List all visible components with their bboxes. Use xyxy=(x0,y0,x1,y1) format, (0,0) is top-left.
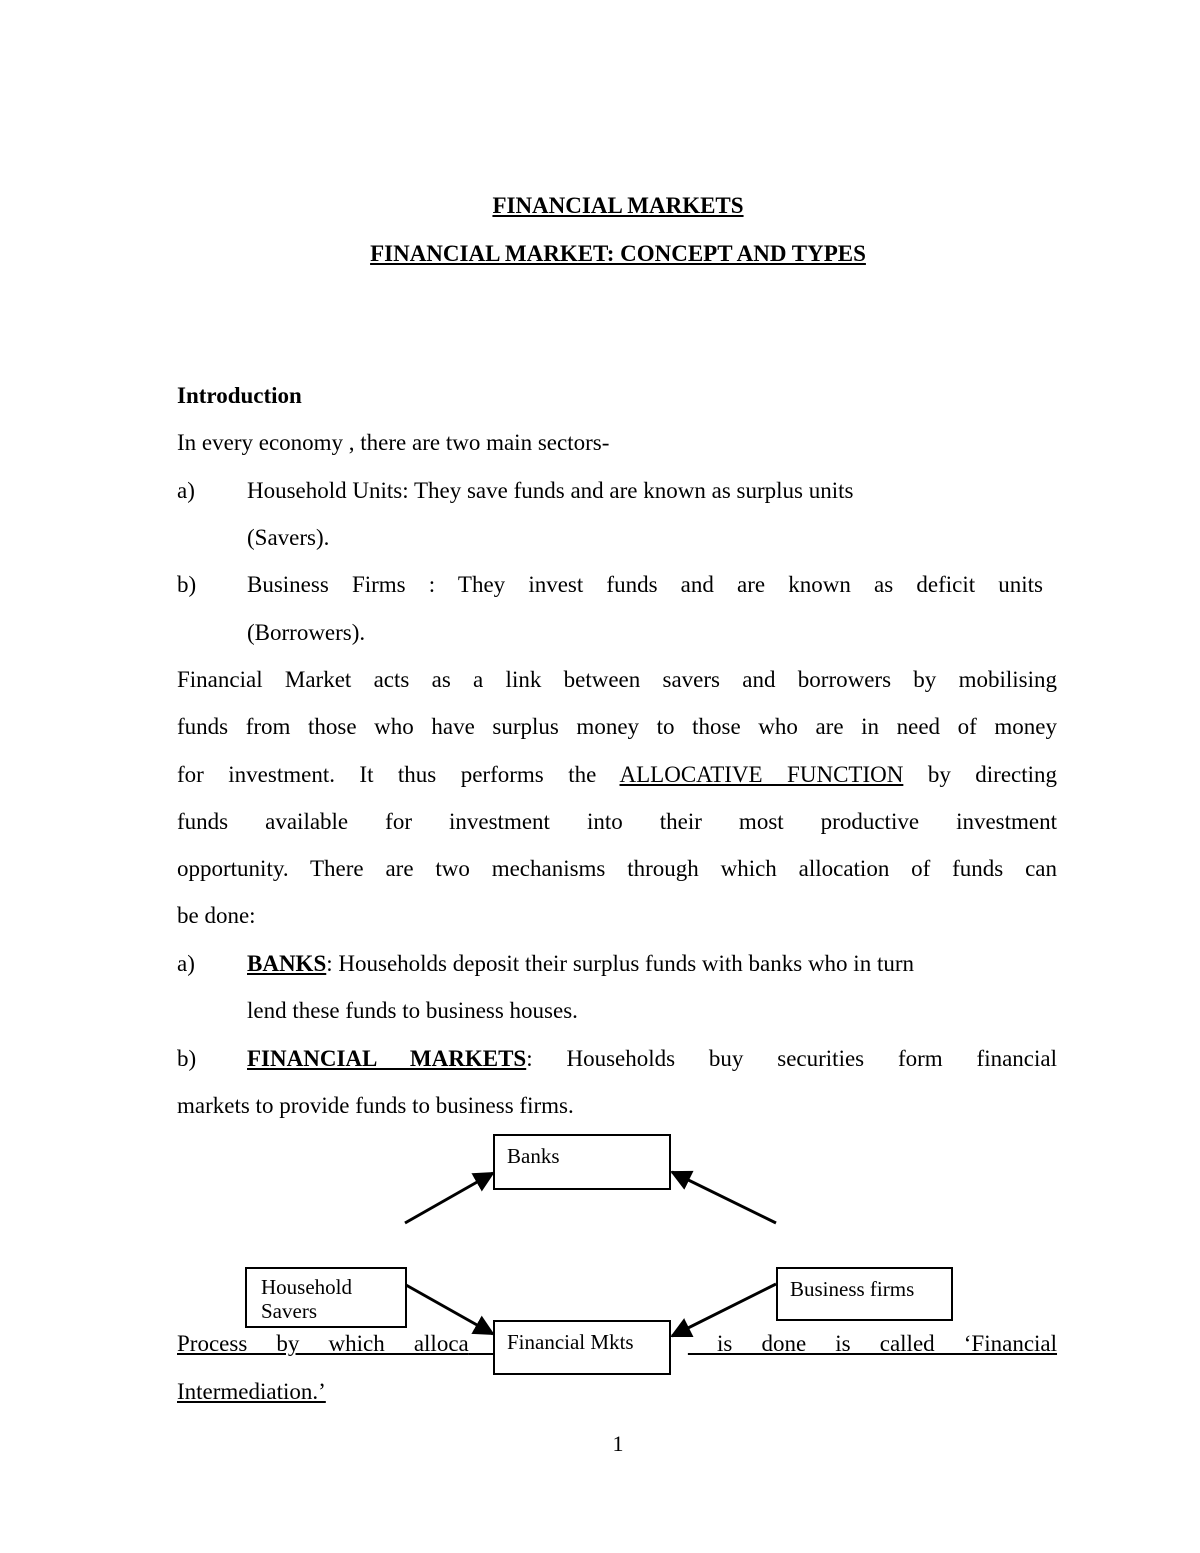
household-label: Household xyxy=(261,1275,352,1299)
paragraph-line-3-pre: for investment. It thus performs the xyxy=(177,762,597,787)
paragraph-line-1: Financial Market acts as a link between savers and borrowers by mobilising xyxy=(177,667,1057,692)
allocative-function-term: ALLOCATIVE FUNCTION xyxy=(619,762,904,787)
sector-b-marker: b) xyxy=(177,572,197,597)
mechanism-b-text: : Households buy securities form financial xyxy=(526,1046,1057,1071)
sector-b-line2: (Borrowers). xyxy=(247,620,366,645)
paragraph-line-4: funds available for investment into their most productive investment xyxy=(177,809,1057,834)
mechanism-b-marker: b) xyxy=(177,1046,197,1071)
business-firms-label: Business firms xyxy=(790,1277,915,1301)
document-subtitle: FINANCIAL MARKET: CONCEPT AND TYPES xyxy=(370,241,866,266)
arrow-business-to-fin-mkts xyxy=(672,1284,776,1336)
paragraph-line-2: funds from those who have surplus money to those who are in need of money xyxy=(177,714,1057,739)
conclusion-line-2: Intermediation.’ xyxy=(177,1379,326,1404)
page-number: 1 xyxy=(612,1431,624,1456)
mechanism-a-text: : Households deposit their surplus funds with banks who in turn xyxy=(326,951,914,976)
sector-a-line2: (Savers). xyxy=(247,525,330,550)
paragraph-line-3-post: by directing xyxy=(927,762,1058,787)
arrow-household-to-fin-mkts xyxy=(406,1285,493,1334)
paragraph-line-5: opportunity. There are two mechanisms through which allocation of funds can xyxy=(177,856,1057,881)
document-title: FINANCIAL MARKETS xyxy=(492,193,744,218)
section-heading-introduction: Introduction xyxy=(177,383,302,408)
arrow-household-to-banks xyxy=(405,1173,493,1223)
mechanism-a-line2: lend these funds to business houses. xyxy=(247,998,578,1023)
mechanism-b-line2: markets to provide funds to business firms. xyxy=(177,1093,574,1118)
sector-a-line1: Household Units: They save funds and are known as surplus units xyxy=(247,478,854,503)
arrow-business-to-banks xyxy=(672,1172,776,1223)
intro-lead: In every economy , there are two main sectors- xyxy=(177,430,610,455)
savers-label: Savers xyxy=(261,1299,317,1323)
paragraph-line-6: be done: xyxy=(177,903,256,928)
sector-a-marker: a) xyxy=(177,478,195,503)
business-firms-box xyxy=(776,1267,953,1321)
mechanism-a-marker: a) xyxy=(177,951,195,976)
banks-box xyxy=(493,1134,671,1190)
sector-b-line1: Business Firms : They invest funds and are known as deficit units xyxy=(247,572,1043,597)
banks-term: BANKS xyxy=(247,951,327,976)
financial-mkts-label: Financial Mkts xyxy=(507,1330,634,1354)
conclusion-line-1-post: is done is called ‘Financial xyxy=(717,1331,1058,1356)
household-savers-box xyxy=(245,1267,407,1328)
financial-mkts-box xyxy=(493,1320,671,1375)
financial-markets-term: FINANCIAL MARKETS xyxy=(247,1046,527,1071)
banks-label: Banks xyxy=(507,1144,560,1168)
conclusion-line-1-visible: Process by which alloca xyxy=(177,1331,469,1356)
